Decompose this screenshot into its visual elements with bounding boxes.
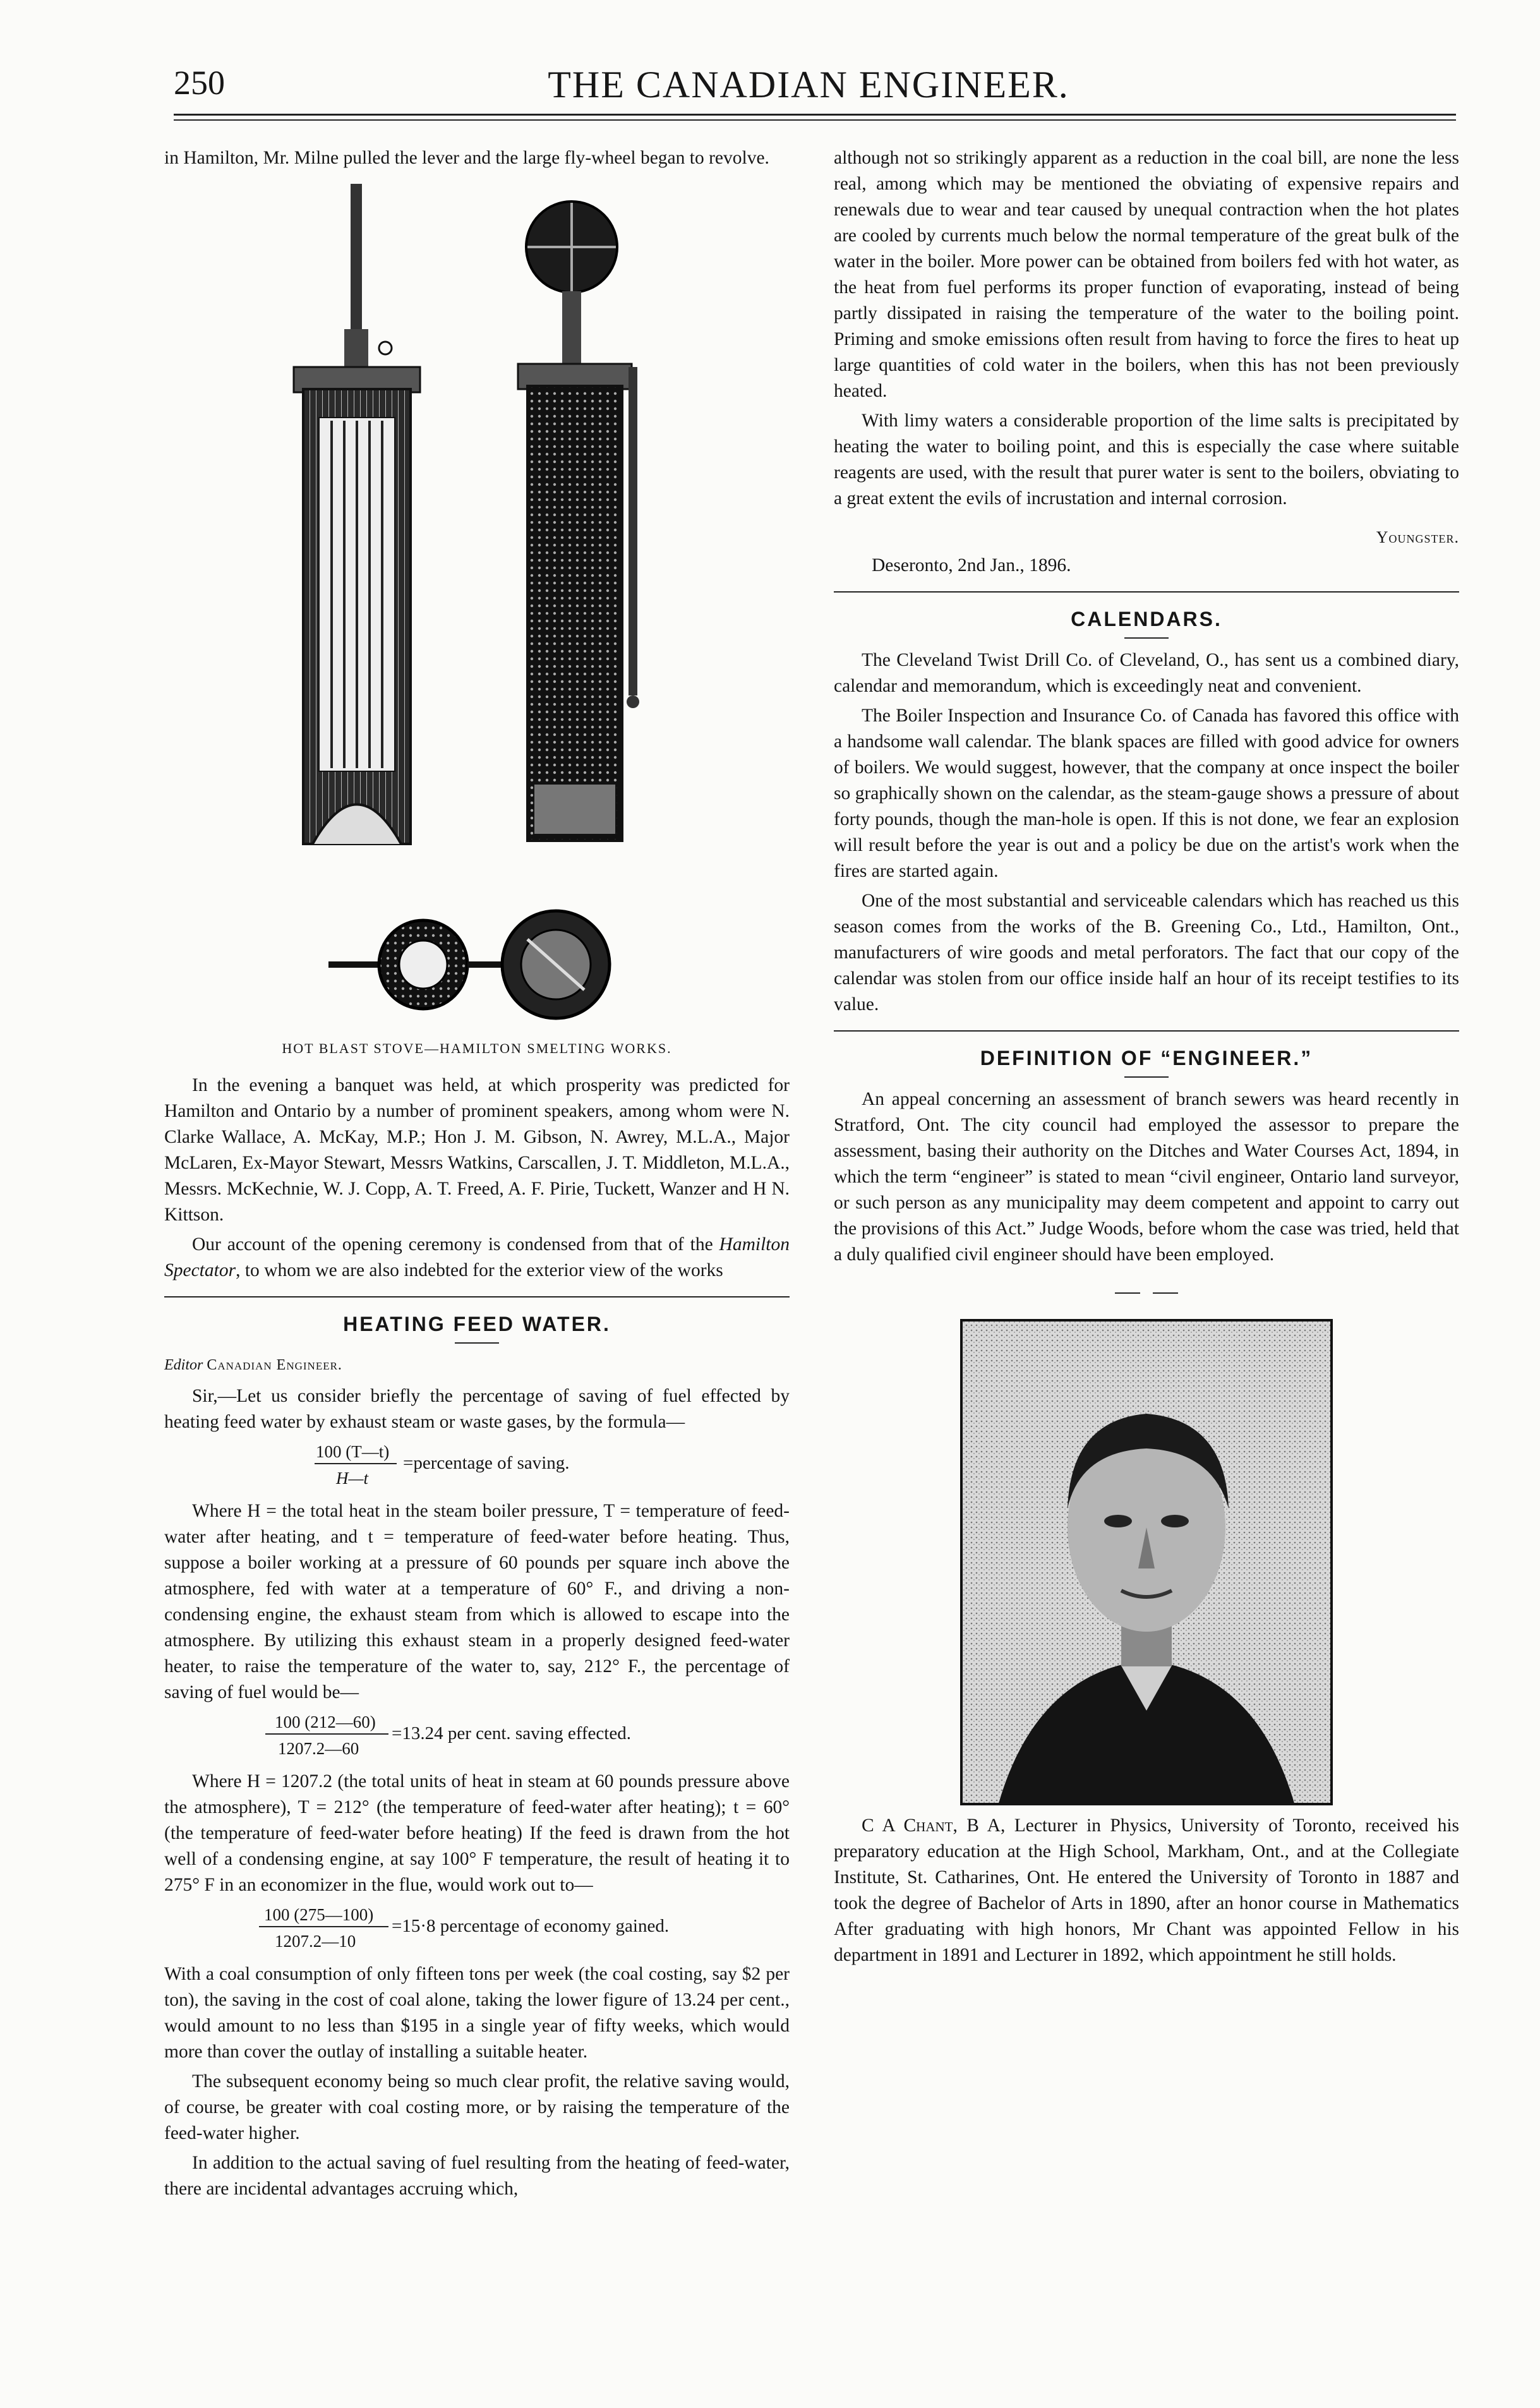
account-text-a: Our account of the opening ceremony is condensed from that of the [192, 1234, 719, 1255]
figure-caption: HOT BLAST STOVE—HAMILTON SMELTING WORKS. [282, 1040, 672, 1056]
section-rule [164, 1296, 790, 1297]
left-column [164, 145, 790, 2206]
chant-paragraph [834, 1813, 1459, 1968]
newspaper-title: Hamilton Spectator [164, 1234, 790, 1280]
letter-dateline: Deseronto, 2nd Jan., 1896. [872, 555, 1071, 575]
where-paragraph-1: Where H = the total heat in the steam boiler pressure, T = temperature of feed-water after heating, and t = temperature of feed-water before heating. Thus, suppose a boiler working at a pressure of 60 pounds per square inch above the atmosphere, fed with water at a temperature of 60° F., and driving a non-condensing engine, the exhaust steam from which is allowed to escape into the atmosphere. By utilizing this exhaust steam in a properly designed feed-water heater, to raise the temperature of the water to, say, 212° F., the percentage of saving of fuel would be— [164, 1501, 790, 1702]
subsequent-paragraph: The subsequent economy being so much clear profit, the relative saving would, of course, be greater with coal costing more, or by raising the temperature of the feed-water higher. [164, 2071, 790, 2143]
heading-rule [1124, 637, 1169, 639]
section-rule [834, 1030, 1459, 1032]
limy-waters-paragraph: With limy waters a considerable proportion of the lime salts is precipitated by heating the water to boiling point, and this is especially the case where suitable reagents are used, with the result that purer water is sent to the boilers, obviating to a great extent the evils of incrustation and internal corrosion. [834, 411, 1459, 509]
formula1-result: =percentage of saving. [403, 1453, 570, 1473]
stove-plan-views [164, 901, 790, 1028]
formula3-numerator: 100 (275—100) [264, 1905, 374, 1924]
where-paragraph-2: Where H = 1207.2 (the total units of heat in steam at 60 pounds pressure above the atmosphere), T = 212° (the temperature of feed-water after heating); t = 60° (the temperature of feed-water before heating) If the feed is drawn from the hot well of a condensing engine, at say 100° F temperature, the result of heating it to 275° F in an economizer in the flue, would work out to— [164, 1771, 790, 1895]
account-text-b: , to whom we are also indebted for the exterior view of the works [236, 1260, 723, 1280]
calendar-paragraph-3: One of the most substantial and serviceable calendars which has reached us this season comes from the works of the B. Greening Co., Ltd., Hamilton, Ont., manufacturers of wire goods and metal perforators. The fact that our copy of the calendar was stolen from our office inside half an hour of its receipt testifies to its value. [834, 891, 1459, 1014]
portrait-illustration [960, 1319, 1333, 1805]
page-number: 250 [174, 64, 225, 102]
formula-percentage-saving [164, 1439, 790, 1492]
sir-paragraph: Sir,—Let us consider briefly the percentage of saving of fuel effected by heating feed water by exhaust steam or waste gases, by the formula— [164, 1386, 790, 1432]
definition-paragraph: An appeal concerning an assessment of branch sewers was heard recently in Stratford, Ont. The city council had employed the assessor to prepare the assessment, basing their authority on the Ditches and Water Courses Act, 1894, in which the term “engineer” is stated to mean “civil engineer, Ontario land surveyor, or such person as any municipality may deem competent and appoint to carry out the provisions of this Act.” Judge Woods, before whom the case was tried, held that a duly qualified civil engineer should have been employed. [834, 1089, 1459, 1265]
calendar-paragraph-1: The Cleveland Twist Drill Co. of Cleveland, O., has sent us a combined diary, calendar and memorandum, which is exceedingly neat and convenient. [834, 650, 1459, 696]
formula2-result: =13.24 per cent. saving effected. [392, 1723, 631, 1743]
formula2-denominator: 1207.2—60 [278, 1739, 359, 1758]
formula3-denominator: 1207.2—10 [275, 1932, 356, 1951]
separator-dashes [834, 1279, 1459, 1305]
chant-bio: , Lecturer in Physics, University of Toronto, received his preparatory education at the High School, Markham, Ont., and at the Collegiate Institute, St. Catharines, Ont. He entered the University of Toronto in 1887 and took the degree of Bachelor of Arts in 1890, after an honor course in Mathematics After graduating with high honors, Mr Chant was appointed Fellow in his department in 1891 and Lecturer in 1892, which appointment he still holds. [834, 1815, 1459, 1965]
chant-name: C A Chant, B A [862, 1815, 1001, 1836]
hot-blast-stove-figure [164, 178, 790, 1028]
account-paragraph [164, 1232, 790, 1284]
definition-heading: DEFINITION OF “ENGINEER.” [980, 1047, 1313, 1069]
page-header [161, 63, 1456, 120]
header-rule [174, 114, 1456, 121]
portrait-figure [960, 1319, 1459, 1805]
right-column [834, 145, 1459, 1972]
calendar-paragraph-2: The Boiler Inspection and Insurance Co. of Canada has favored this office with a handsome wall calendar. The blank spaces are filled with good advice for owners of boilers. We would suggest, however, that the company at once inspect the boiler so graphically shown on the calendar, as the steam-gauge shows a pressure of about forty pounds, though the man-hole is open. If this is not done, we fear an explosion will result before the year is out and a policy be due on the artist's work when the fires are started again. [834, 706, 1459, 881]
banquet-paragraph: In the evening a banquet was held, at which prosperity was predicted for Hamilton and Ontario by a number of prominent speakers, among whom were N. Clarke Wallace, A. McKay, M.P.; Hon J. M. Gibson, N. Awrey, M.L.A., Major McLaren, Ex-Mayor Stewart, Messrs Watkins, Carscallen, J. T. Middleton, M.L.A., Messrs. McKechnie, W. J. Copp, A. T. Freed, A. F. Pirie, Tuckett, Wanzer and H N. Kittson. [164, 1075, 790, 1225]
formula1-denominator: H—t [336, 1469, 369, 1488]
formula2-bar [265, 1733, 388, 1735]
formula3-bar [259, 1926, 388, 1927]
editor-publication: Canadian Engineer. [207, 1357, 342, 1373]
section-rule [834, 591, 1459, 593]
running-title: THE CANADIAN ENGINEER. [548, 64, 1069, 105]
continued-paragraph: although not so strikingly apparent as a reduction in the coal bill, are none the less real, among which may be mentioned the obviating of expensive repairs and renewals due to wear and tear caused by unequal contraction when the hot plates are cooled by currents much below the normal temperature of the great bulk of the water in the boiler. More power can be obtained from boilers fed with hot water, as the heat from fuel performs its proper function of evaporating, instead of being partly dissipated in raising the temperature of the water to the boiling point. Priming and smoke emissions often result from having to force the fires to heat up large quantities of cold water in the boilers, when this has not been previously heated. [834, 148, 1459, 401]
editor-address [164, 1352, 790, 1378]
editor-word: Editor [164, 1357, 203, 1373]
formula1-bar [315, 1463, 397, 1464]
hot-blast-stove-illustration [164, 178, 790, 910]
addition-paragraph: In addition to the actual saving of fuel resulting from the heating of feed-water, there are incidental advantages accruing which, [164, 2153, 790, 2199]
calendars-heading: CALENDARS. [1071, 608, 1222, 630]
formula1-numerator: 100 (T—t) [316, 1442, 390, 1461]
author-signature: Youngster. [1376, 528, 1459, 546]
formula2-numerator: 100 (212—60) [275, 1713, 376, 1731]
intro-paragraph: in Hamilton, Mr. Milne pulled the lever and the large fly-wheel began to revolve. [164, 148, 769, 168]
formula3-result: =15·8 percentage of economy gained. [392, 1916, 670, 1936]
heading-rule [455, 1342, 499, 1344]
coal-paragraph: With a coal consumption of only fifteen tons per week (the coal costing, say $2 per ton), the saving in the cost of coal alone, taking the lower figure of 13.24 per cent., would amount to no less than $195 in a single year of fifty weeks, which would more than cover the outlay of installing a suitable heater. [164, 1964, 790, 2062]
heading-rule [1124, 1076, 1169, 1078]
formula-saving-effected [164, 1709, 790, 1762]
heating-feed-water-heading: HEATING FEED WATER. [343, 1313, 611, 1335]
formula-economy-gained [164, 1902, 790, 1955]
